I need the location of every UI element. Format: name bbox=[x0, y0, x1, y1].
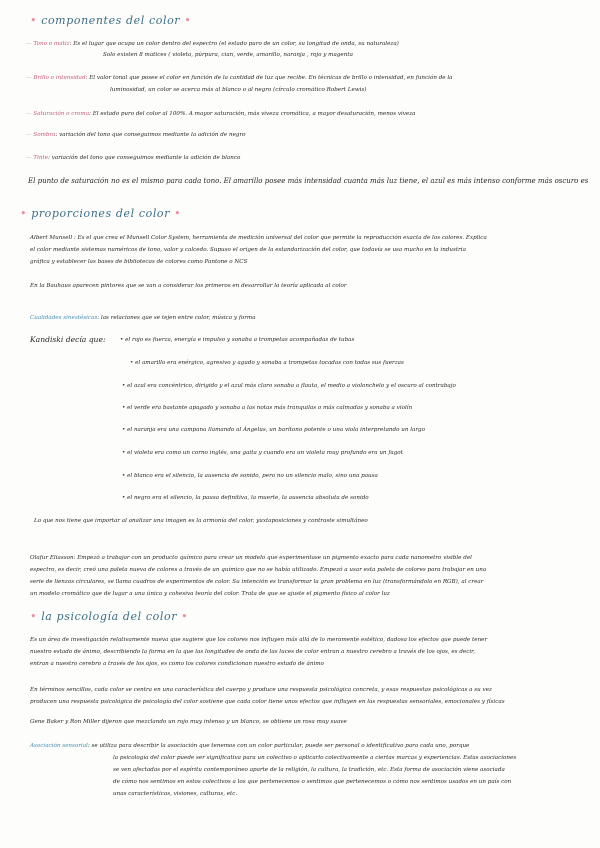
item-brillo-line2: luminosidad, un color se acerca más al blanco o al negro (círculo cromático Robert Lewis) bbox=[110, 87, 367, 93]
psico-p2-line2: producen una respuesta psicológica de psicología del color sostiene que cada color tiene unos efectos que influyen en las respuestas sensoriales, emocionales y físicas bbox=[30, 699, 505, 705]
saturation-note: El punto de saturación no es el mismo para cada tono. El amarillo posee más intensidad cuanta más luz tiene, el azul es más intenso conforme más oscuro es bbox=[28, 176, 589, 185]
olafur-line3: serie de lienzos circulares, se llama cuadros de experimentos de color. Su intención es transformar la gran problema en luz (transformándolo en RGB), al crear bbox=[30, 579, 484, 585]
bullet-dot: • bbox=[30, 14, 42, 27]
psico-p1-line2: nuestro estado de ánimo, describiendo la forma en la que las longitudes de onda de las luces de color entran a nuestro cerebro a través de los ojos, es decir, bbox=[30, 649, 475, 655]
olafur-line2: espectro, es decir, creó una paleta nueva de colores a través de un químico que no se había utilizado. Empezó a usar esta paleta de colores para trabajar en una bbox=[30, 567, 487, 573]
cualidades: Cualidades sinestésicas: las relaciones que se tejen entre color, música y forma bbox=[30, 315, 256, 321]
munsell-line1: Albert Munsell : Es el que crea el Munsell Color System, herramienta de medición universal del color que permite la reproducción exacta de los colores. Explica bbox=[30, 235, 487, 241]
armonia-note: Lo que nos tiene que importar al analizar una imagen es la armonía del color, yuxtaposiciones y contraste simultáneo bbox=[34, 518, 368, 524]
item-tono: — Tono o matiz: Es el lugar que ocupa un color dentro del espectro (el estado puro de un color, su longitud de onda, su naturaleza) bbox=[26, 41, 399, 47]
heading-proporciones: • proporciones del color • bbox=[20, 207, 182, 220]
item-brillo: — Brillo o intensidad: El valor tonal que posee el color en función de la cantidad de luz que recibe. En técnicas de brillo o intensidad, en función de la bbox=[26, 75, 453, 81]
olafur-line1: Olafur Eliasson: Empezó a trabajar con un producto químico para crear un modelo que experimentase un pigmento exacto para cada nanometro visible del bbox=[30, 555, 472, 561]
psico-p1-line1: Es un área de investigación relativamente nueva que sugiere que los colores nos influyen más allá de lo meramente estético, dadosa los efectos que puede tener bbox=[30, 637, 488, 643]
kandinsky-item: • el naranja era una campana llamando al Ángelus, un barítono potente o una viola interpretando un largo bbox=[122, 427, 425, 433]
kandinsky-item: • el amarillo era enérgico, agresivo y agudo y sonaba a trompetas tocadas con todas sus fuerzas bbox=[130, 360, 404, 366]
kandinsky-item: • el rojo es fuerza, energía e impulso y sonaba a trompetas acompañadas de tubas bbox=[120, 337, 355, 343]
munsell-line3: gráfica y establecer las bases de bibliotecas de colores como Pantone o NCS bbox=[30, 259, 248, 265]
munsell-line2: el color mediante sistemas numéricos de tono, valor y calcedo. Supuso el origen de la estandarización del color, que todavía se usa mucho en la industria bbox=[30, 247, 466, 253]
asociacion-line2: la psicología del color puede ser significativa para un colectivo o aplicarlo colectivamente a ciertas marcas y experiencias. Estas asociaciones bbox=[113, 755, 517, 761]
kandinsky-item: • el violeta era como un corno inglés, una gaita y cuando era un violeta muy profundo era un fagot bbox=[122, 450, 403, 456]
item-tono-line2: Solo existen 8 matices ( violeta, púrpura, cian, verde, amarillo, naranja , rojo y magenta bbox=[103, 52, 353, 58]
heading-psicologia: • la psicología del color • bbox=[30, 610, 189, 623]
asociacion-line4: de cómo nos sentimos en estos colectivos a los que pertenecemos o sentimos que pertenecemos o cómo nos sentimos usados en un país con bbox=[113, 779, 512, 785]
asociacion-line3: se ven afectadas por el espíritu contemporáneo aparte de la religión, la cultura, la tradición, etc. Esta forma de asociación viene asociada bbox=[113, 767, 505, 773]
item-sombra: — Sombra: variación del tono que conseguimos mediante la adición de negro bbox=[26, 132, 246, 138]
asociacion-line5: unas características, visiones, culturas, etc. bbox=[113, 791, 238, 797]
psico-p1-line3: entran a nuestro cerebro a través de los ojos, es como los colores condicionan nuestro estado de ánimo bbox=[30, 661, 324, 667]
kandinsky-item: • el negro era el silencio, la pausa definitiva, la muerte, la ausencia absoluta de sonido bbox=[122, 495, 369, 501]
heading-componentes: • componentes del color • bbox=[30, 14, 192, 27]
item-saturacion: — Saturación o croma: El estado puro del color al 100%. A mayor saturación, más viveza cromática, a mayor desaturación, menos viveza bbox=[26, 111, 416, 117]
bauhaus-note: En la Bauhaus aparecen pintores que se van a considerar los primeros en desarrollar la teoría aplicada al color bbox=[30, 283, 347, 289]
asociacion-line1: Asociación sensorial: se utiliza para describir la asociación que tenemos con un color particular, puede ser personal o identificativo para cada uno, porque bbox=[30, 743, 470, 749]
item-tinte: — Tinte: variación del tono que conseguimos mediante la adición de blanco bbox=[26, 155, 241, 161]
kandinsky-item: • el verde era bastante apagado y sonaba a las notas más tranquilas o más calmadas y sonaba a violín bbox=[122, 405, 413, 411]
gene-baker-note: Gene Baker y Ron Miller dijeron que mezclando un rojo muy intenso y un blanco, se obtiene un rosa muy suave bbox=[30, 719, 347, 725]
psico-p2-line1: En términos sencillos, cada color se centra en una característica del cuerpo y produce una respuesta psicológica concreta, y esas respuestas psicológicas a su vez bbox=[30, 687, 492, 693]
kandinsky-item: • el azul era concéntrico, dirigido y el azul más claro sonaba a flauta, el medio a violonchelo y el oscuro al contrabajo bbox=[122, 383, 456, 389]
olafur-line4: un modelo cromático que de lugar a una única y cohesiva teoría del color. Trata de que se ajuste el pigmento físico al color luz bbox=[30, 591, 390, 597]
kandinsky-item: • el blanco era el silencio, la ausencia de sonido, pero no un silencio malo, sino una pausa bbox=[122, 473, 378, 479]
kandinsky-label: Kandiski decía que: bbox=[30, 335, 106, 344]
